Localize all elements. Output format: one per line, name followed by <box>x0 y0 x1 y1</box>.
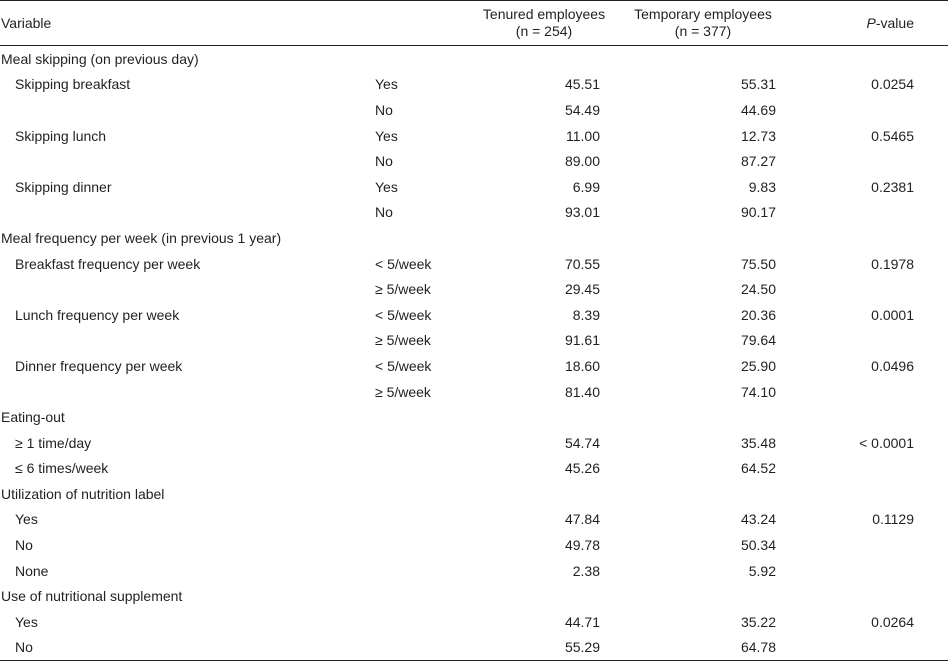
category-row <box>0 481 948 507</box>
tenured-value: 45.26 <box>564 460 600 477</box>
temporary-value: 90.17 <box>740 204 776 221</box>
row-label: Yes <box>15 511 38 528</box>
tenured-value: 81.40 <box>564 383 600 400</box>
temporary-value: 12.73 <box>740 127 776 144</box>
row-label: No <box>15 639 33 656</box>
table-row <box>0 532 948 558</box>
row-label <box>0 328 362 354</box>
temporary-value: 35.22 <box>740 613 776 630</box>
table-row <box>0 174 948 200</box>
row-subgroup <box>362 507 474 533</box>
table-row <box>0 635 948 661</box>
table-row <box>0 328 948 354</box>
temporary-value: 43.24 <box>740 511 776 528</box>
category-row <box>0 404 948 430</box>
row-subgroup: < 5/week <box>375 357 432 374</box>
p-value <box>792 97 948 123</box>
temporary-value: 44.69 <box>740 101 776 118</box>
table-row <box>0 609 948 635</box>
row-label <box>0 276 362 302</box>
temporary-value: 87.27 <box>740 153 776 170</box>
tenured-value: 91.61 <box>564 332 600 349</box>
table-row <box>0 200 948 226</box>
row-label: Dinner frequency per week <box>15 357 183 374</box>
tenured-value: 47.84 <box>564 511 600 528</box>
row-subgroup <box>362 558 474 584</box>
tenured-value: 29.45 <box>564 281 600 298</box>
tenured-value: 89.00 <box>564 153 600 170</box>
p-value <box>792 558 948 584</box>
table-row <box>0 97 948 123</box>
row-subgroup: ≥ 5/week <box>375 383 431 400</box>
p-value: 0.0254 <box>871 76 914 93</box>
tenured-value: 6.99 <box>572 178 600 195</box>
category-label: Meal frequency per week (in previous 1 year) <box>1 229 282 246</box>
temporary-value: 9.83 <box>748 178 776 195</box>
p-value <box>792 148 948 174</box>
category-label: Utilization of nutrition label <box>1 485 165 502</box>
p-value <box>792 200 948 226</box>
table-row <box>0 302 948 328</box>
table-row <box>0 456 948 482</box>
row-subgroup: Yes <box>375 127 398 144</box>
header-tenured <box>474 1 614 46</box>
row-subgroup: Yes <box>375 178 398 195</box>
tenured-value: 54.49 <box>564 101 600 118</box>
header-p-italic: P <box>866 14 876 31</box>
table-row <box>0 123 948 149</box>
p-value: 0.1978 <box>871 255 914 272</box>
temporary-value: 64.78 <box>740 639 776 656</box>
temporary-value: 74.10 <box>740 383 776 400</box>
row-label: Lunch frequency per week <box>15 306 180 323</box>
temporary-value: 25.90 <box>740 357 776 374</box>
header-subgroup <box>362 1 474 46</box>
category-row <box>0 46 948 72</box>
p-value: 0.0264 <box>871 613 914 630</box>
table-row <box>0 148 948 174</box>
row-label: Breakfast frequency per week <box>15 255 201 272</box>
category-row <box>0 583 948 609</box>
row-label: Skipping breakfast <box>15 76 131 93</box>
p-value <box>792 328 948 354</box>
p-value <box>792 456 948 482</box>
tenured-value: 45.51 <box>564 76 600 93</box>
row-label: No <box>15 537 33 554</box>
temporary-value: 50.34 <box>740 537 776 554</box>
row-subgroup: Yes <box>375 76 398 93</box>
tenured-value: 55.29 <box>564 639 600 656</box>
p-value: 0.1129 <box>872 511 914 528</box>
tenured-value: 8.39 <box>572 306 600 323</box>
row-subgroup: ≥ 5/week <box>375 332 431 349</box>
header-temporary-n: (n = 377) <box>674 23 732 39</box>
row-label: ≤ 6 times/week <box>15 460 109 477</box>
p-value: 0.0001 <box>871 306 914 323</box>
row-label <box>0 97 362 123</box>
header-variable: Variable <box>0 1 362 46</box>
row-label: ≥ 1 time/day <box>15 434 92 451</box>
temporary-value: 55.31 <box>740 76 776 93</box>
table-row <box>0 276 948 302</box>
row-subgroup <box>362 456 474 482</box>
table-row <box>0 72 948 98</box>
temporary-value: 24.50 <box>740 281 776 298</box>
category-row <box>0 225 948 251</box>
tenured-value: 49.78 <box>564 537 600 554</box>
header-temporary-title: Temporary employees <box>634 6 772 22</box>
table-row <box>0 379 948 405</box>
category-label: Eating-out <box>1 409 65 426</box>
tenured-value: 11.00 <box>566 127 600 144</box>
header-p-rest: -value <box>875 14 914 31</box>
row-subgroup <box>362 430 474 456</box>
header-tenured-n: (n = 254) <box>515 23 573 39</box>
row-label: Skipping dinner <box>15 178 112 195</box>
tenured-value: 54.74 <box>564 434 600 451</box>
p-value: < 0.0001 <box>859 434 914 451</box>
header-tenured-title: Tenured employees <box>482 6 606 22</box>
row-subgroup: No <box>375 101 393 118</box>
tenured-value: 44.71 <box>564 613 600 630</box>
category-label: Use of nutritional supplement <box>1 588 183 605</box>
category-label: Meal skipping (on previous day) <box>1 50 199 67</box>
temporary-value: 75.50 <box>740 255 776 272</box>
tenured-value: 70.55 <box>564 255 600 272</box>
row-label: Yes <box>15 613 38 630</box>
table-row <box>0 558 948 584</box>
row-subgroup <box>362 609 474 635</box>
row-label: None <box>15 562 49 579</box>
p-value <box>792 379 948 405</box>
table-row <box>0 430 948 456</box>
table-body <box>0 46 948 661</box>
table-row <box>0 353 948 379</box>
table-row <box>0 251 948 277</box>
row-label <box>0 379 362 405</box>
temporary-value: 64.52 <box>740 460 776 477</box>
p-value: 0.2381 <box>871 178 914 195</box>
row-label: Skipping lunch <box>15 127 107 144</box>
tenured-value: 93.01 <box>564 204 600 221</box>
temporary-value: 5.92 <box>748 562 776 579</box>
p-value: 0.5465 <box>871 127 914 144</box>
row-subgroup: < 5/week <box>375 255 432 272</box>
table-header <box>0 1 948 46</box>
row-label <box>0 200 362 226</box>
row-label <box>0 148 362 174</box>
temporary-value: 79.64 <box>740 332 776 349</box>
header-p-value <box>792 1 948 46</box>
row-subgroup <box>362 532 474 558</box>
tenured-value: 2.38 <box>572 562 600 579</box>
header-row <box>0 1 948 46</box>
temporary-value: 20.36 <box>740 306 776 323</box>
row-subgroup <box>362 635 474 661</box>
table-row <box>0 507 948 533</box>
p-value: 0.0496 <box>871 357 914 374</box>
row-subgroup: No <box>375 204 393 221</box>
row-subgroup: No <box>375 153 393 170</box>
row-subgroup: < 5/week <box>375 306 432 323</box>
tenured-value: 18.60 <box>564 357 600 374</box>
p-value <box>792 532 948 558</box>
header-temporary <box>614 1 792 46</box>
p-value <box>792 276 948 302</box>
temporary-value: 35.48 <box>740 434 776 451</box>
row-subgroup: ≥ 5/week <box>375 281 431 298</box>
p-value <box>792 635 948 661</box>
